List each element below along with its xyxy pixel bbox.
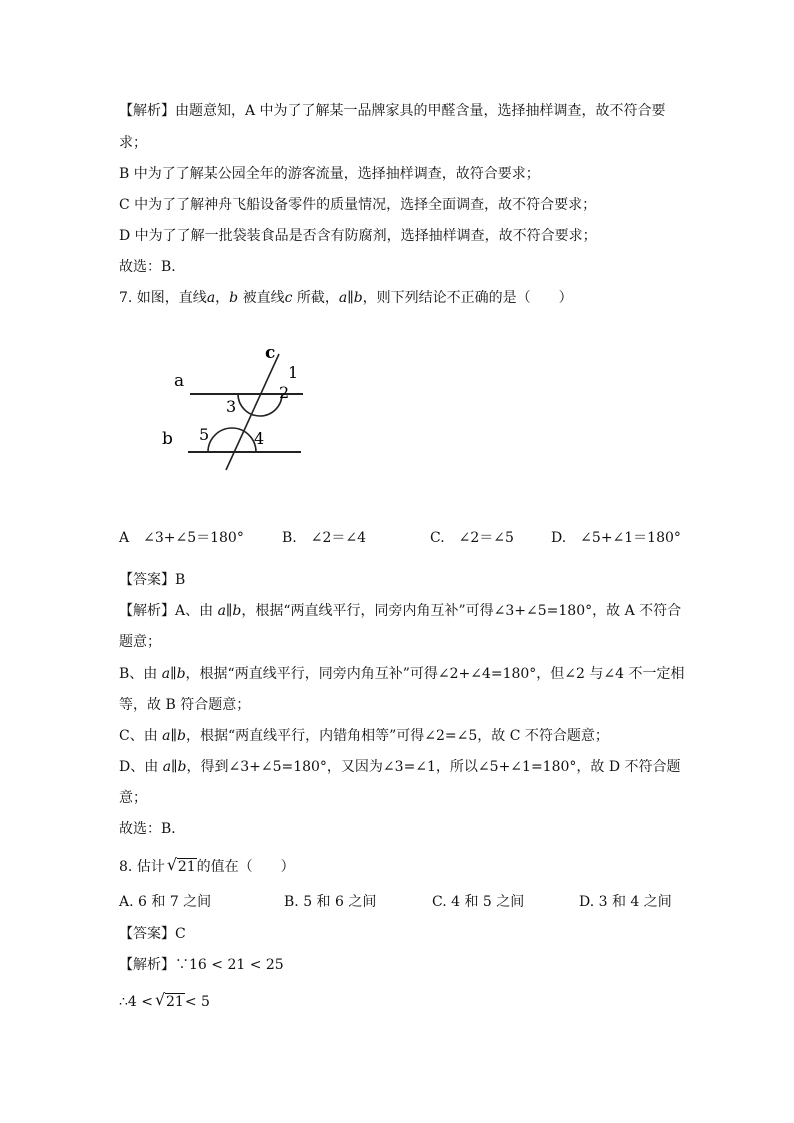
- analysis-line-2: 求；: [119, 135, 147, 151]
- question-8: 8. 估计 √ 21的值在（ ）: [119, 855, 295, 875]
- answer-8: 【答案】C: [119, 926, 186, 942]
- analysis-8-line-1: 【解析】∵16 < 21 < 25: [119, 957, 284, 973]
- analysis-line-3: B 中为了了解某公园全年的游客流量，选择抽样调查，故符合要求；: [119, 166, 540, 182]
- explain-b-line: B、由 a∥b，根据“两直线平行，同旁内角互补”可得∠2+∠4=180°，但∠2 与∠4 不一定相: [119, 666, 685, 682]
- q7-option-b: B. ∠2＝∠4: [282, 530, 367, 546]
- explain-b-line-cont: 等，故 B 符合题意；: [119, 697, 251, 713]
- q8-option-b: B. 5 和 6 之间: [284, 894, 377, 910]
- answer-7: 【答案】B: [119, 572, 186, 588]
- q8-option-a: A. 6 和 7 之间: [119, 894, 212, 910]
- label-angle-5: 5: [199, 425, 210, 444]
- sqrt-symbol-2: √ 21: [155, 990, 184, 1010]
- question-7: 7. 如图，直线a，b 被直线c 所截，a∥b，则下列结论不正确的是（ ）: [119, 290, 573, 306]
- label-angle-1: 1: [288, 363, 299, 382]
- label-angle-4: 4: [254, 429, 265, 448]
- explain-d-line-cont: 意；: [119, 790, 147, 806]
- label-angle-2: 2: [279, 383, 290, 402]
- analysis-line-5: D 中为了了解一批袋装食品是否含有防腐剂，选择抽样调查，故不符合要求；: [119, 228, 597, 244]
- parallel-lines-figure: [155, 340, 315, 475]
- analysis-line-4: C 中为了了解神舟飞船设备零件的质量情况，选择全面调查，故不符合要求；: [119, 197, 597, 213]
- analysis-line-1: 【解析】由题意知，A 中为了了解某一品牌家具的甲醛含量，选择抽样调查，故不符合要: [119, 103, 666, 119]
- explain-a-line: 【解析】A、由 a∥b，根据“两直线平行，同旁内角互补”可得∠3+∠5=180°，故 A 不符合: [119, 603, 682, 619]
- q8-option-c: C. 4 和 5 之间: [432, 894, 525, 910]
- q7-option-a: A ∠3+∠5＝180°: [119, 530, 244, 546]
- explain-d-line: D、由 a∥b，得到∠3+∠5=180°，又因为∠3=∠1，所以∠5+∠1=180°，故 D 不符合题: [119, 759, 681, 775]
- label-line-b: b: [162, 429, 173, 449]
- choose-line-6: 故选：B．: [119, 259, 186, 275]
- analysis-8-line-2: ∴4 < √ 21< 5: [119, 990, 210, 1010]
- arc-angles-4-5: [208, 428, 256, 452]
- explain-c-line: C、由 a∥b，根据“两直线平行，内错角相等”可得∠2=∠5，故 C 不符合题意；: [119, 728, 609, 744]
- q7-option-d: D. ∠5+∠1＝180°: [551, 530, 681, 546]
- label-line-c: c: [265, 343, 276, 363]
- label-line-a: a: [174, 371, 185, 391]
- q7-option-c: C. ∠2＝∠5: [430, 530, 514, 546]
- explain-a-line-cont: 题意；: [119, 634, 161, 650]
- choose-7: 故选：B．: [119, 821, 186, 837]
- sqrt-symbol: √ 21: [166, 855, 196, 875]
- label-angle-3: 3: [226, 397, 237, 416]
- q8-option-d: D. 3 和 4 之间: [579, 894, 672, 910]
